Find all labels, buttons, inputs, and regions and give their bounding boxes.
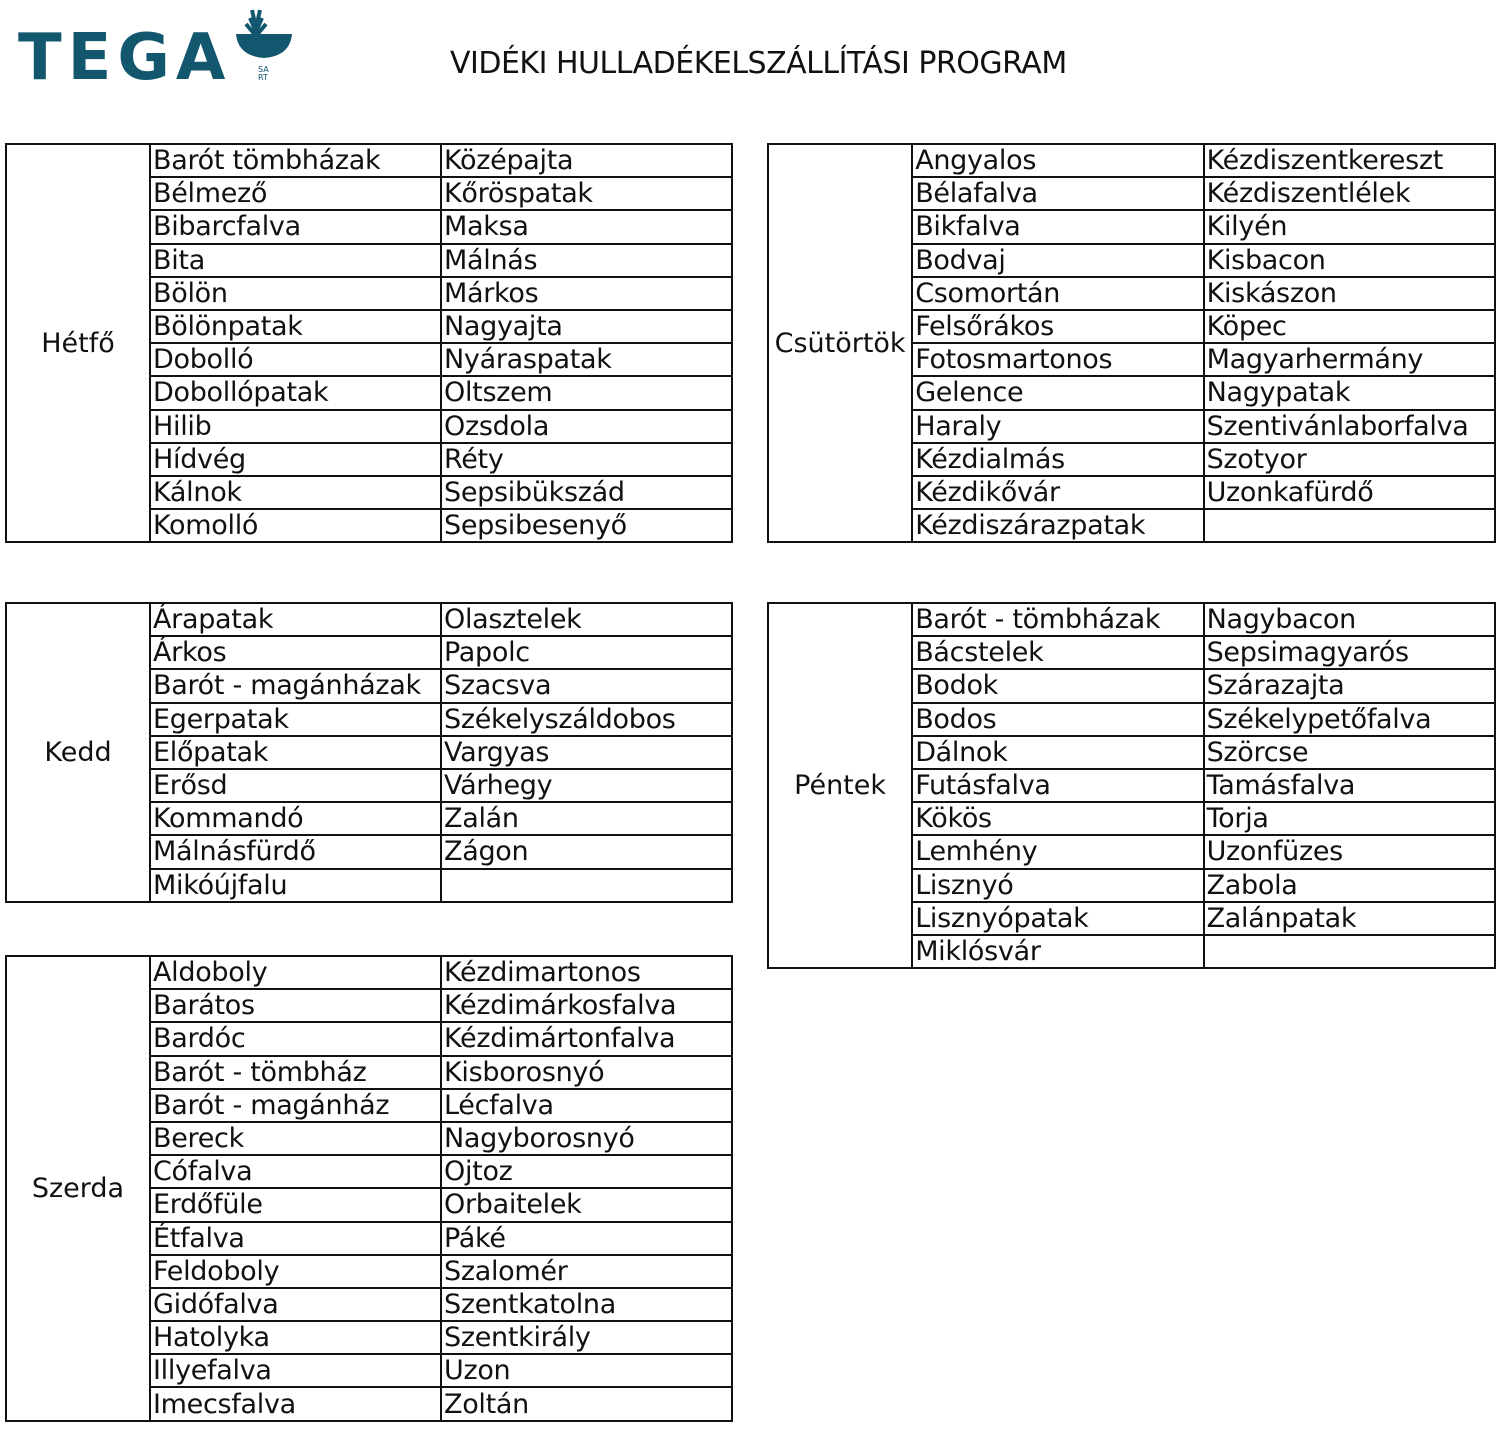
village-cell: Nagypatak	[1204, 376, 1495, 409]
village-cell: Árkos	[150, 636, 441, 669]
village-cell: Papolc	[441, 636, 732, 669]
village-cell: Kézdiszentkereszt	[1204, 144, 1495, 177]
table-row	[6, 956, 732, 989]
village-cell: Nagyborosnyó	[441, 1122, 732, 1155]
village-cell: Réty	[441, 443, 732, 476]
day-label: Kedd	[6, 603, 150, 902]
schedule-table-szerda	[5, 955, 733, 1422]
village-cell: Aldoboly	[150, 956, 441, 989]
village-cell: Tamásfalva	[1204, 769, 1495, 802]
day-label: Csütörtök	[768, 144, 912, 542]
day-label: Szerda	[6, 956, 150, 1421]
village-cell: Bélmező	[150, 177, 441, 210]
village-cell: Barót - tömbház	[150, 1056, 441, 1089]
village-cell: Barátos	[150, 989, 441, 1022]
village-cell: Ozsdola	[441, 410, 732, 443]
village-cell: Szentkatolna	[441, 1288, 732, 1321]
village-cell: Barót - magánház	[150, 1089, 441, 1122]
village-cell: Fotosmartonos	[912, 343, 1203, 376]
schedule-table-kedd	[5, 602, 733, 903]
logo-wordmark: TEGA	[18, 21, 232, 95]
village-cell: Erősd	[150, 769, 441, 802]
village-cell: Illyefalva	[150, 1354, 441, 1387]
village-cell: Miklósvár	[912, 935, 1203, 968]
village-cell: Dobollópatak	[150, 376, 441, 409]
page-title: VIDÉKI HULLADÉKELSZÁLLÍTÁSI PROGRAM	[450, 46, 1067, 81]
village-cell: Bodok	[912, 669, 1203, 702]
village-cell: Feldoboly	[150, 1255, 441, 1288]
village-cell: Bikfalva	[912, 210, 1203, 243]
village-cell: Imecsfalva	[150, 1387, 441, 1420]
table-row	[768, 603, 1495, 636]
village-cell: Szacsva	[441, 669, 732, 702]
village-cell: Egerpatak	[150, 703, 441, 736]
village-cell: Vargyas	[441, 736, 732, 769]
village-cell: Bodvaj	[912, 244, 1203, 277]
village-cell: Bereck	[150, 1122, 441, 1155]
village-cell: Málnás	[441, 244, 732, 277]
village-cell: Kézdikővár	[912, 476, 1203, 509]
village-cell: Bélafalva	[912, 177, 1203, 210]
village-cell: Márkos	[441, 277, 732, 310]
village-cell: Középajta	[441, 144, 732, 177]
village-cell: Hilib	[150, 410, 441, 443]
village-cell: Sepsibükszád	[441, 476, 732, 509]
village-cell: Zalán	[441, 802, 732, 835]
village-cell: Kézdiszentlélek	[1204, 177, 1495, 210]
village-cell: Kézdimártonfalva	[441, 1022, 732, 1055]
bowl-icon	[216, 4, 296, 68]
village-cell: Köpec	[1204, 310, 1495, 343]
village-cell: Orbaitelek	[441, 1188, 732, 1221]
village-cell: Zoltán	[441, 1387, 732, 1420]
village-cell: Ojtoz	[441, 1155, 732, 1188]
village-cell: Dálnok	[912, 736, 1203, 769]
village-cell: Szentkirály	[441, 1321, 732, 1354]
village-cell: Árapatak	[150, 603, 441, 636]
day-label: Hétfő	[6, 144, 150, 542]
village-cell: Magyarhermány	[1204, 343, 1495, 376]
village-cell: Kézdimárkosfalva	[441, 989, 732, 1022]
village-cell: Komolló	[150, 509, 441, 542]
village-cell: Étfalva	[150, 1222, 441, 1255]
village-cell: Szotyor	[1204, 443, 1495, 476]
village-cell: Szalomér	[441, 1255, 732, 1288]
village-cell: Szárazajta	[1204, 669, 1495, 702]
schedule-table-hetfo	[5, 143, 733, 543]
village-cell: Bardóc	[150, 1022, 441, 1055]
village-cell: Szörcse	[1204, 736, 1495, 769]
village-cell: Hídvég	[150, 443, 441, 476]
village-cell: Maksa	[441, 210, 732, 243]
village-cell: Kálnok	[150, 476, 441, 509]
village-cell: Bácstelek	[912, 636, 1203, 669]
village-cell: Kisbacon	[1204, 244, 1495, 277]
village-cell: Gidófalva	[150, 1288, 441, 1321]
village-cell: Mikóújfalu	[150, 869, 441, 902]
village-cell: Bölön	[150, 277, 441, 310]
village-cell: Oltszem	[441, 376, 732, 409]
village-cell: Bodos	[912, 703, 1203, 736]
village-cell: Szentivánlaborfalva	[1204, 410, 1495, 443]
village-cell: Cófalva	[150, 1155, 441, 1188]
tega-logo	[18, 4, 280, 95]
village-cell: Bibarcfalva	[150, 210, 441, 243]
village-cell: Kilyén	[1204, 210, 1495, 243]
village-cell: Kökös	[912, 802, 1203, 835]
village-cell: Lisznyópatak	[912, 902, 1203, 935]
village-cell: Előpatak	[150, 736, 441, 769]
village-cell: Barót - magánházak	[150, 669, 441, 702]
table-row	[768, 144, 1495, 177]
table-row	[6, 603, 732, 636]
village-cell: Lemhény	[912, 835, 1203, 868]
village-cell: Székelypetőfalva	[1204, 703, 1495, 736]
village-cell: Kisborosnyó	[441, 1056, 732, 1089]
village-cell: Sepsibesenyő	[441, 509, 732, 542]
village-cell: Haraly	[912, 410, 1203, 443]
village-cell: Páké	[441, 1222, 732, 1255]
village-cell: Kézdiszárazpatak	[912, 509, 1203, 542]
logo-sart-label: SA RT	[258, 65, 269, 82]
village-cell: Hatolyka	[150, 1321, 441, 1354]
village-cell: Dobolló	[150, 343, 441, 376]
village-cell: Futásfalva	[912, 769, 1203, 802]
village-cell: Nyáraspatak	[441, 343, 732, 376]
village-cell: Torja	[1204, 802, 1495, 835]
village-cell: Erdőfüle	[150, 1188, 441, 1221]
village-cell	[1204, 935, 1495, 968]
village-cell: Gelence	[912, 376, 1203, 409]
village-cell: Barót - tömbházak	[912, 603, 1203, 636]
village-cell: Kézdialmás	[912, 443, 1203, 476]
day-label: Péntek	[768, 603, 912, 968]
village-cell	[441, 869, 732, 902]
village-cell: Uzonfüzes	[1204, 835, 1495, 868]
village-cell: Uzon	[441, 1354, 732, 1387]
village-cell: Málnásfürdő	[150, 835, 441, 868]
village-cell: Felsőrákos	[912, 310, 1203, 343]
village-cell: Nagyajta	[441, 310, 732, 343]
village-cell: Lécfalva	[441, 1089, 732, 1122]
village-cell: Zágon	[441, 835, 732, 868]
village-cell: Csomortán	[912, 277, 1203, 310]
village-cell: Zabola	[1204, 869, 1495, 902]
village-cell: Kiskászon	[1204, 277, 1495, 310]
village-cell: Kézdimartonos	[441, 956, 732, 989]
schedule-table-pentek	[767, 602, 1496, 969]
village-cell: Nagybacon	[1204, 603, 1495, 636]
village-cell: Angyalos	[912, 144, 1203, 177]
village-cell: Sepsimagyarós	[1204, 636, 1495, 669]
village-cell: Olasztelek	[441, 603, 732, 636]
village-cell: Bölönpatak	[150, 310, 441, 343]
village-cell: Kommandó	[150, 802, 441, 835]
village-cell: Kőröspatak	[441, 177, 732, 210]
village-cell: Barót tömbházak	[150, 144, 441, 177]
village-cell: Uzonkafürdő	[1204, 476, 1495, 509]
village-cell: Várhegy	[441, 769, 732, 802]
village-cell	[1204, 509, 1495, 542]
schedule-table-csutortok	[767, 143, 1496, 543]
village-cell: Zalánpatak	[1204, 902, 1495, 935]
village-cell: Bita	[150, 244, 441, 277]
table-row	[6, 144, 732, 177]
village-cell: Lisznyó	[912, 869, 1203, 902]
village-cell: Székelyszáldobos	[441, 703, 732, 736]
